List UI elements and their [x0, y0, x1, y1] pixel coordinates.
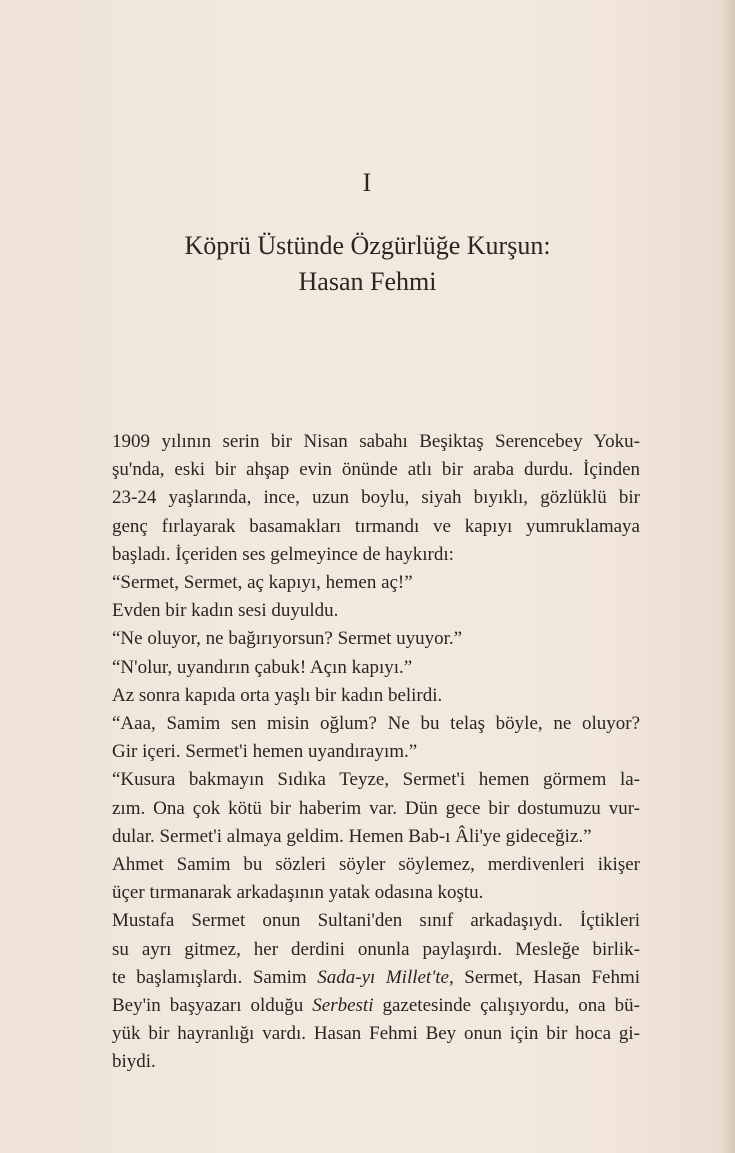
italic-title: Serbesti — [312, 995, 374, 1017]
text-segment: te başlamışlardı. Samim — [112, 966, 318, 988]
paragraph — [88, 907, 640, 1076]
text-line: Evden bir kadın sesi duyuldu. — [112, 600, 339, 622]
body-text — [88, 428, 640, 1077]
paragraph — [88, 625, 640, 653]
italic-title: Sada-yı Millet'te, — [317, 966, 454, 988]
chapter-title — [0, 228, 735, 300]
text-line — [88, 992, 640, 1020]
text-line: şu'nda, eski bir ahşap evin önünde atlı bir araba durdu. İçinden — [112, 459, 640, 481]
paragraph — [88, 682, 640, 710]
text-line: yük bir hayranlığı vardı. Hasan Fehmi Bey onun için bir hoca gi- — [112, 1023, 640, 1045]
text-line: genç fırlayarak basamakları tırmandı ve kapıyı yumruklamaya — [112, 515, 640, 537]
text-line: “Kusura bakmayın Sıdıka Teyze, Sermet'i hemen görmem la- — [112, 769, 640, 791]
text-line: 1909 yılının serin bir Nisan sabahı Beşiktaş Serencebey Yoku- — [112, 431, 640, 452]
text-line: “N'olur, uyandırın çabuk! Açın kapıyı.” — [112, 656, 413, 678]
text-line: biydi. — [112, 1051, 156, 1073]
text-line: üçer tırmanarak arkadaşının yatak odasına koştu. — [112, 882, 484, 904]
text-line: başladı. İçeriden ses gelmeyince de haykırdı: — [112, 543, 454, 565]
paragraph — [88, 654, 640, 682]
text-line: “Aaa, Samim sen misin oğlum? Ne bu telaş böyle, ne oluyor? — [112, 713, 640, 735]
paragraph — [88, 851, 640, 907]
paragraph — [88, 597, 640, 625]
text-line: 23-24 yaşlarında, ince, uzun boylu, siyah bıyıklı, gözlüklü bir — [112, 487, 640, 509]
paragraph — [88, 428, 640, 569]
text-segment: gazetesinde çalışıyordu, ona bü- — [373, 995, 640, 1017]
text-segment: Bey'in başyazarı olduğu — [112, 995, 313, 1017]
text-line — [88, 964, 640, 992]
text-line: Az sonra kapıda orta yaşlı bir kadın belirdi. — [112, 684, 443, 706]
text-line: Gir içeri. Sermet'i hemen uyandırayım.” — [112, 741, 418, 763]
paragraph — [88, 766, 640, 851]
paragraph — [88, 569, 640, 597]
text-segment: Sermet, Hasan Fehmi — [453, 966, 640, 988]
chapter-number: I — [362, 168, 373, 197]
text-line: “Sermet, Sermet, aç kapıyı, hemen aç!” — [112, 572, 413, 594]
text-line: Ahmet Samim bu sözleri söyler söylemez, merdivenleri ikişer — [112, 854, 640, 876]
text-line: dular. Sermet'i almaya geldim. Hemen Bab-ı Âli'ye gideceğiz.” — [112, 825, 592, 847]
text-line: zım. Ona çok kötü bir haberim var. Dün gece bir dostumuzu vur- — [112, 797, 640, 819]
text-line: Mustafa Sermet onun Sultani'den sınıf arkadaşıydı. İçtikleri — [112, 910, 640, 932]
text-line: “Ne oluyor, ne bağırıyorsun? Sermet uyuyor.” — [112, 628, 463, 650]
chapter-title-line-2: Hasan Fehmi — [298, 267, 437, 296]
chapter-title-line-1: Köprü Üstünde Özgürlüğe Kurşun: — [184, 231, 551, 260]
paragraph — [88, 710, 640, 766]
text-line: su ayrı gitmez, her derdini onunla paylaşırdı. Mesleğe birlik- — [112, 938, 640, 960]
